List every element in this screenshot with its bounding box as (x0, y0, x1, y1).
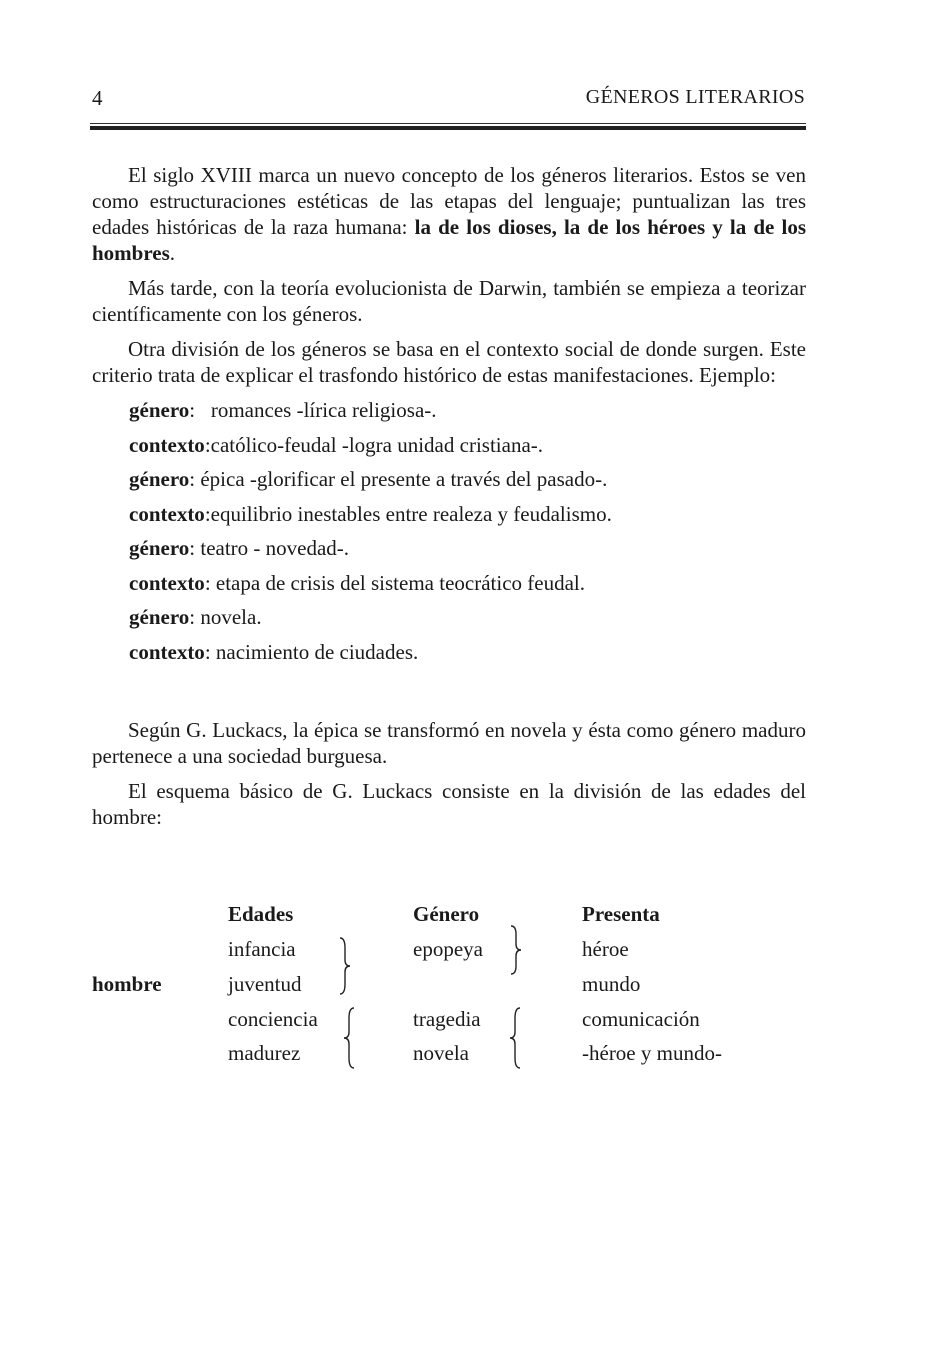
list-item (129, 466, 806, 501)
example-text: novela. (200, 605, 262, 629)
example-sep: : (189, 536, 201, 560)
example-text: romances -lírica religiosa-. (210, 398, 437, 422)
left-brace-icon (342, 1006, 356, 1070)
example-sep: : (189, 467, 201, 491)
example-sep: : (204, 432, 211, 457)
page-number: 4 (92, 86, 103, 110)
example-sep: : (189, 605, 201, 629)
list-item (129, 432, 806, 467)
presenta-heroe-y-mundo: -héroe y mundo- (582, 1041, 722, 1065)
genero-novela: novela (413, 1041, 469, 1065)
paragraph-2: Más tarde, con la teoría evolucionista de Darwin, también se empieza a teorizar científicamente con los géneros. (92, 276, 806, 326)
running-title: GÉNEROS LITERARIOS (585, 86, 805, 108)
right-brace-icon (338, 936, 352, 996)
example-text: etapa de crisis del sistema teocrático feudal. (215, 570, 585, 595)
row-label-hombre: hombre (92, 972, 162, 996)
left-brace-icon (508, 1006, 522, 1070)
example-label: género (129, 398, 190, 422)
edad-infancia: infancia (228, 937, 296, 961)
list-item (129, 639, 806, 674)
edad-conciencia: conciencia (228, 1007, 318, 1031)
example-label: contexto (129, 570, 205, 595)
right-brace-icon (508, 924, 524, 976)
example-text: teatro - novedad-. (200, 536, 350, 560)
example-text: católico-feudal -logra unidad cristiana-. (210, 432, 544, 457)
example-sep: : (189, 398, 211, 422)
list-item (129, 570, 806, 605)
presenta-mundo: mundo (582, 972, 641, 996)
example-label: contexto (129, 432, 205, 457)
example-label: contexto (129, 639, 205, 664)
example-label: género (129, 536, 190, 560)
header-presenta: Presenta (582, 902, 660, 926)
header-rule-thin (90, 123, 806, 124)
header-rule-thick (90, 126, 806, 130)
list-item (129, 535, 806, 570)
edad-juventud: juventud (228, 972, 302, 996)
presenta-heroe: héroe (582, 937, 629, 961)
example-label: género (129, 605, 190, 629)
list-item (129, 501, 806, 536)
list-item (129, 604, 806, 639)
example-label: contexto (129, 501, 205, 526)
luckacs-scheme (92, 898, 806, 1078)
paragraph-1-bold: la de los dioses, la de los héroes y la de los hombres (92, 215, 806, 265)
header-genero: Género (413, 902, 480, 926)
list-item (129, 397, 806, 432)
paragraph-4: Según G. Luckacs, la épica se transformó en novela y ésta como género maduro pertenece a una sociedad burguesa. (92, 718, 806, 768)
example-text: épica -glorificar el presente a través del pasado-. (200, 467, 608, 491)
body-text (92, 162, 806, 839)
example-sep: : (204, 639, 216, 664)
example-label: género (129, 467, 190, 491)
examples-list (129, 397, 806, 673)
section-gap (92, 673, 806, 717)
genero-tragedia: tragedia (413, 1007, 481, 1031)
example-text: nacimiento de ciudades. (215, 639, 419, 664)
example-sep: : (204, 570, 216, 595)
example-text: equilibrio inestables entre realeza y feudalismo. (210, 501, 612, 526)
header-edades: Edades (228, 902, 294, 926)
paragraph-5: El esquema básico de G. Luckacs consiste en la división de las edades del hombre: (92, 779, 806, 829)
paragraph-1-text: El siglo XVIII marca un nuevo concepto de los géneros literarios. Estos se ven como estructuraciones estéticas de las etapas del lenguaje; puntualizan las tres edades históricas de la raza humana: (92, 163, 806, 239)
paragraph-1 (92, 162, 806, 266)
example-sep: : (204, 501, 211, 526)
edad-madurez: madurez (228, 1041, 301, 1065)
paragraph-3: Otra división de los géneros se basa en el contexto social de donde surgen. Este criterio trata de explicar el trasfondo histórico de estas manifestaciones. Ejemplo: (92, 337, 806, 387)
paragraph-1-end: . (169, 241, 176, 265)
presenta-comunicacion: comunicación (582, 1007, 700, 1031)
genero-epopeya: epopeya (413, 937, 483, 961)
